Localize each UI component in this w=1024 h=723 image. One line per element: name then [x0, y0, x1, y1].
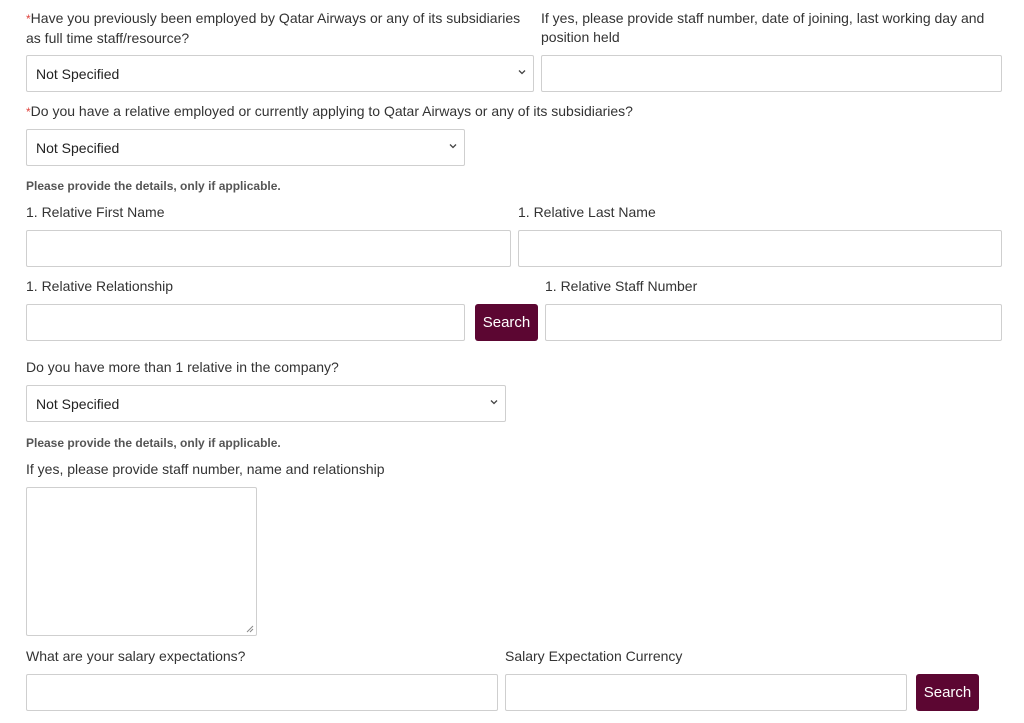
relative-last-name-input[interactable]	[518, 230, 1002, 267]
prev-employed-value: Not Specified	[36, 65, 120, 82]
details-note: Please provide the details, only if applicable.	[26, 179, 281, 193]
salary-expectation-label: What are your salary expectations?	[26, 648, 246, 664]
more-relatives-select[interactable]	[26, 385, 506, 422]
details-note: Please provide the details, only if applicable.	[26, 436, 281, 450]
chevron-down-icon	[489, 397, 499, 407]
salary-currency-input[interactable]	[505, 674, 907, 711]
more-relatives-value: Not Specified	[36, 395, 120, 412]
prev-details-input[interactable]	[541, 55, 1002, 92]
chevron-down-icon	[517, 67, 527, 77]
more-details-label: If yes, please provide staff number, name and relationship	[26, 461, 385, 477]
required-mark: *	[26, 12, 31, 26]
relative-relationship-label: 1. Relative Relationship	[26, 278, 174, 294]
more-details-textarea[interactable]	[26, 487, 257, 636]
relative-first-name-label: 1. Relative First Name	[26, 204, 165, 220]
prev-employed-select[interactable]	[26, 55, 534, 92]
relative-select[interactable]	[26, 129, 465, 166]
required-mark: *	[26, 105, 31, 119]
relative-question	[26, 102, 726, 122]
prev-employed-label: Have you previously been employed by Qatar Airways or any of its subsidiaries as full time staff/resource?	[26, 10, 521, 46]
relationship-search-button[interactable]: Search	[475, 304, 538, 341]
relative-relationship-input[interactable]	[26, 304, 465, 341]
relative-staff-number-label: 1. Relative Staff Number	[545, 278, 698, 294]
salary-currency-label: Salary Expectation Currency	[505, 648, 683, 664]
relative-select-value: Not Specified	[36, 139, 120, 156]
prev-employed-question	[26, 9, 526, 48]
resize-grip-icon[interactable]	[246, 625, 254, 633]
relative-question-label: Do you have a relative employed or currently applying to Qatar Airways or any of its subsidiaries?	[30, 103, 633, 119]
currency-search-button[interactable]: Search	[916, 674, 979, 711]
relative-first-name-input[interactable]	[26, 230, 511, 267]
salary-expectation-input[interactable]	[26, 674, 498, 711]
relative-last-name-label: 1. Relative Last Name	[518, 204, 656, 220]
more-relatives-label: Do you have more than 1 relative in the company?	[26, 359, 339, 375]
relative-staff-number-input[interactable]	[545, 304, 1002, 341]
chevron-down-icon	[448, 141, 458, 151]
prev-details-label: If yes, please provide staff number, date of joining, last working day and position held	[541, 10, 985, 45]
